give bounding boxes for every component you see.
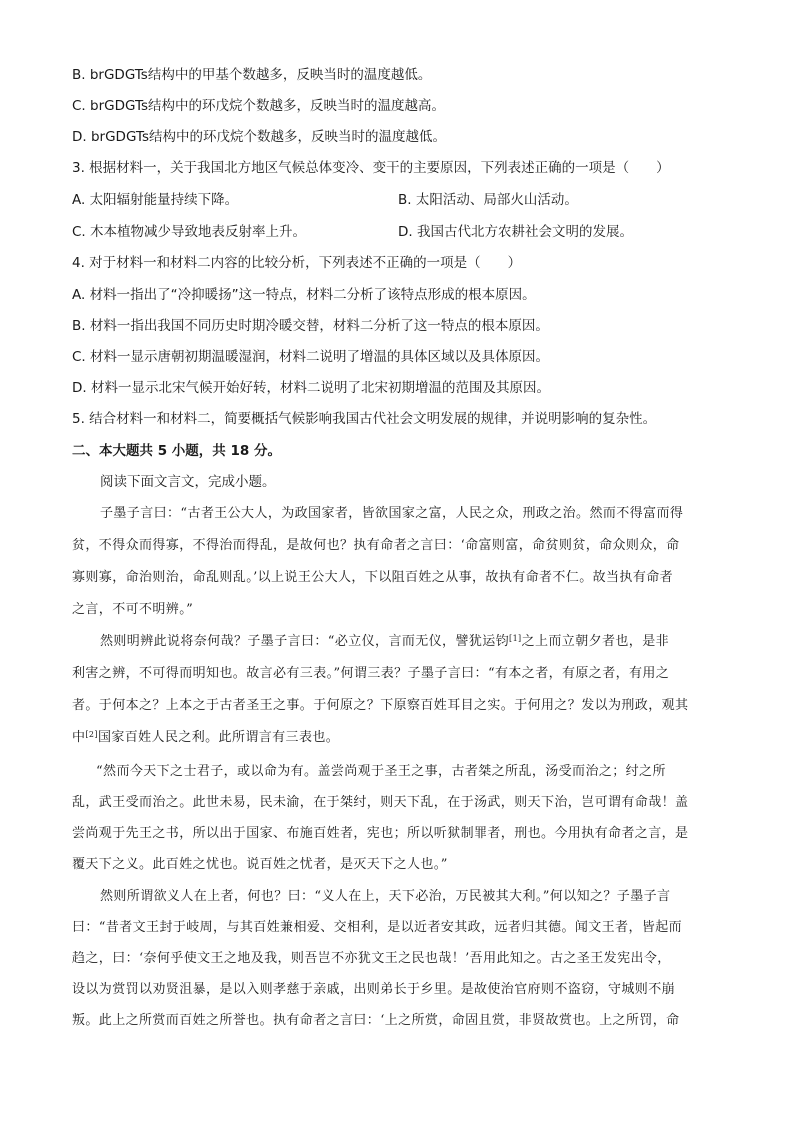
q3-option-a: A. 太阳辐射能量持续下降。: [72, 192, 239, 208]
passage-line: 利害之辨，不可得而明知也。故言必有三表。”何谓三表？子墨子言曰：“有本之者，有原之者，有用之: [72, 666, 670, 681]
passage-text: 国家百姓人民之利。此所谓言有三表也。: [97, 730, 340, 745]
passage-line: 贫，不得众而得寡，不得治而得乱，是故何也？执有命者之言曰：‘命富则富，命贫则贫，命众则众，命: [72, 538, 680, 553]
passage-line: “然而今天下之士君子，或以命为有。盖尝尚观于圣王之事，古者桀之所乱，汤受而治之；纣之所: [96, 764, 666, 779]
q4-option-d: D. 材料一显示北宋气候开始好转，材料二说明了北宋初期增温的范围及其原因。: [72, 380, 550, 396]
passage-line: 尝尚观于先王之书，所以出于国家、布施百姓者，宪也；所以听狱制罪者，刑也。今用执有命者之言，是: [72, 826, 689, 841]
passage-line: 者。于何本之？上本之于古者圣王之事。于何原之？下原察百姓耳目之实。于何用之？发以为刑政，观其: [72, 698, 689, 713]
passage-text: 中: [72, 730, 86, 745]
passage-line: 叛。此上之所赏而百姓之所誉也。执有命者之言曰：‘上之所赏，命固且赏，非贤故赏也。上之所罚，命: [72, 1013, 680, 1028]
q2-option-b: B. brGDGTs结构中的甲基个数越多，反映当时的温度越低。: [72, 67, 432, 83]
q2-option-d: D. brGDGTs结构中的环戊烷个数越多，反映当时的温度越低。: [72, 129, 446, 145]
q4-option-c: C. 材料一显示唐朝初期温暖湿润，材料二说明了增温的具体区域以及具体原因。: [72, 349, 550, 365]
passage-line: 曰：“昔者文王封于岐周，与其百姓兼相爱、交相利，是以近者安其政，远者归其德。闻文王者，皆起而: [72, 920, 683, 935]
section-heading: 二、本大题共 5 小题，共 18 分。: [72, 443, 281, 459]
passage-line: 子墨子言曰：“古者王公大人，为政国家者，皆欲国家之富，人民之众，刑政之治。然而不得富而得: [100, 506, 684, 521]
passage-line: 乱，武王受而治之。此世未易，民未渝，在于桀纣，则天下乱，在于汤武，则天下治，岂可谓有命哉！盖: [72, 795, 689, 810]
passage-line: 然则所谓欲义人在上者，何也？曰：“义人在上，天下必治，万民被其大利。”何以知之？子墨子言: [100, 889, 671, 904]
q4-stem: 4. 对于材料一和材料二内容的比较分析，下列表述不正确的一项是（ ）: [72, 255, 522, 271]
q3-option-c: C. 木本植物减少导致地表反射率上升。: [72, 224, 307, 240]
q3-option-b: B. 太阳活动、局部火山活动。: [398, 192, 578, 208]
passage-line: 之言，不可不明辨。”: [72, 602, 194, 617]
q5-stem: 5. 结合材料一和材料二，简要概括气候影响我国古代社会文明发展的规律，并说明影响的复杂性。: [72, 411, 657, 427]
q4-option-b: B. 材料一指出我国不同历史时期冷暖交替，材料二分析了这一特点的根本原因。: [72, 318, 549, 334]
footnote-marker: [2]: [85, 730, 98, 739]
passage-line: 覆天下之义。此百姓之忧也。说百姓之忧者，是灭天下之人也。”: [72, 857, 448, 872]
q2-option-c: C. brGDGTs结构中的环戊烷个数越多，反映当时的温度越高。: [72, 98, 446, 114]
q3-stem: 3. 根据材料一，关于我国北方地区气候总体变冷、变干的主要原因，下列表述正确的一项是（ ）: [72, 160, 670, 176]
passage-text: 然则明辨此说将奈何哉？子墨子言曰：“必立仪，言而无仪，譬犹运钧: [100, 634, 510, 649]
passage-line: 寡则寡，命治则治，命乱则乱。’以上说王公大人，下以阻百姓之从事，故执有命者不仁。故当执有命者: [72, 570, 674, 585]
passage-line: 趋之，曰：‘奈何乎使文王之地及我，则吾岂不亦犹文王之民也哉！’吾用此知之。古之圣王发宪出令，: [72, 951, 671, 966]
passage-line: [72, 729, 722, 747]
passage-text: 之上而立朝夕者也，是非: [521, 634, 669, 649]
passage-line: 设以为赏罚以劝贤沮暴，是以入则孝慈于亲戚，出则弟长于乡里。是故使治官府则不盗窃，守城则不崩: [72, 982, 676, 997]
footnote-marker: [1]: [509, 634, 522, 643]
q4-option-a: A. 材料一指出了“冷抑暖扬”这一特点，材料二分析了该特点形成的根本原因。: [72, 287, 536, 303]
section-instruction: 阅读下面文言文，完成小题。: [100, 474, 276, 490]
q3-option-d: D. 我国古代北方农耕社会文明的发展。: [398, 224, 633, 240]
passage-line: [100, 633, 722, 651]
